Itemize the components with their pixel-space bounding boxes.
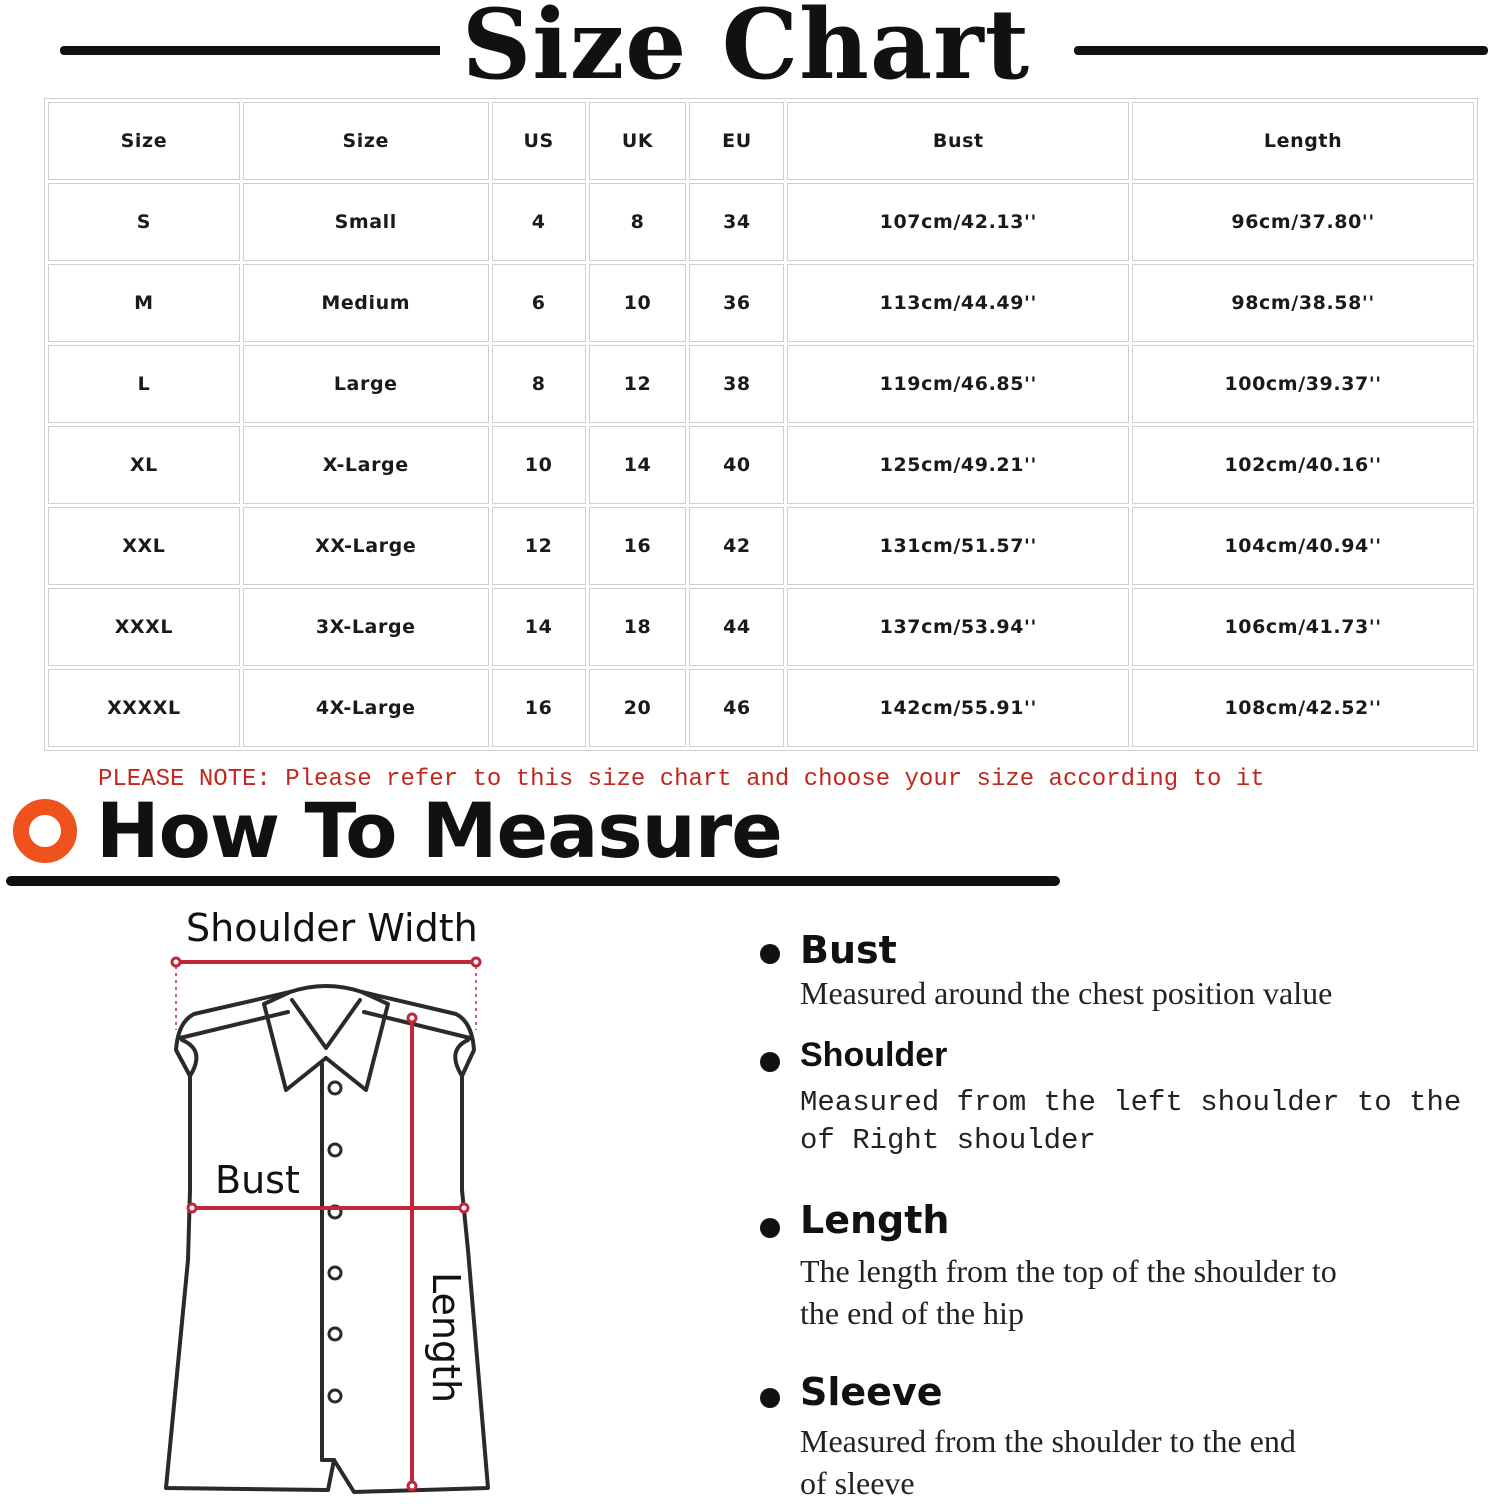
column-header: US: [492, 102, 586, 180]
measure-description: Measured from the shoulder to the end of sleeve: [800, 1423, 1296, 1501]
table-row: [48, 345, 1474, 423]
table-cell: L: [48, 345, 240, 423]
table-cell: 46: [689, 669, 784, 747]
table-cell: 137cm/53.94'': [787, 588, 1129, 666]
table-cell: 4: [492, 183, 586, 261]
measure-heading: Shoulder: [800, 1036, 948, 1074]
table-row: [48, 669, 1474, 747]
table-cell: 36: [689, 264, 784, 342]
table-cell: 106cm/41.73'': [1132, 588, 1474, 666]
size-table: [44, 98, 1478, 751]
table-cell: 113cm/44.49'': [787, 264, 1129, 342]
bullet-icon: [760, 1052, 780, 1072]
table-cell: S: [48, 183, 240, 261]
table-cell: 10: [492, 426, 586, 504]
table-cell: 108cm/42.52'': [1132, 669, 1474, 747]
bullet-icon: [760, 944, 780, 964]
table-cell: 96cm/37.80'': [1132, 183, 1474, 261]
table-cell: XL: [48, 426, 240, 504]
table-cell: Large: [243, 345, 489, 423]
table-cell: 4X-Large: [243, 669, 489, 747]
section-rule: [6, 876, 1060, 886]
measure-heading: Bust: [800, 928, 897, 972]
table-cell: 3X-Large: [243, 588, 489, 666]
table-cell: 18: [589, 588, 687, 666]
bullet-icon: [760, 1388, 780, 1408]
table-row: [48, 588, 1474, 666]
column-header: Length: [1132, 102, 1474, 180]
table-cell: 12: [492, 507, 586, 585]
table-cell: XXL: [48, 507, 240, 585]
table-header-row: [48, 102, 1474, 180]
table-cell: 104cm/40.94'': [1132, 507, 1474, 585]
table-cell: 119cm/46.85'': [787, 345, 1129, 423]
table-cell: 107cm/42.13'': [787, 183, 1129, 261]
shirt-icon: [150, 900, 510, 1500]
table-cell: 102cm/40.16'': [1132, 426, 1474, 504]
table-cell: 40: [689, 426, 784, 504]
table-cell: 44: [689, 588, 784, 666]
table-cell: 20: [589, 669, 687, 747]
table-row: [48, 264, 1474, 342]
table-cell: XX-Large: [243, 507, 489, 585]
page-title: Size Chart: [0, 0, 1492, 101]
table-cell: 14: [589, 426, 687, 504]
table-cell: Small: [243, 183, 489, 261]
size-chart-header: [0, 0, 1492, 101]
table-row: [48, 507, 1474, 585]
section-title: How To Measure: [96, 786, 782, 875]
table-cell: 6: [492, 264, 586, 342]
table-cell: 38: [689, 345, 784, 423]
table-cell: XXXXL: [48, 669, 240, 747]
table-cell: 142cm/55.91'': [787, 669, 1129, 747]
measure-description: Measured from the left shoulder to the of Right shoulder: [800, 1086, 1462, 1157]
column-header: UK: [589, 102, 687, 180]
measure-description: The length from the top of the shoulder to the end of the hip: [800, 1253, 1337, 1331]
table-row: [48, 426, 1474, 504]
table-cell: M: [48, 264, 240, 342]
garment-diagram: [150, 900, 510, 1500]
table-cell: XXXL: [48, 588, 240, 666]
table-cell: 131cm/51.57'': [787, 507, 1129, 585]
table-cell: 8: [492, 345, 586, 423]
length-label: Length: [424, 1272, 468, 1404]
table-cell: 16: [492, 669, 586, 747]
table-cell: 100cm/39.37'': [1132, 345, 1474, 423]
column-header: EU: [689, 102, 784, 180]
table-cell: 125cm/49.21'': [787, 426, 1129, 504]
table-row: [48, 183, 1474, 261]
bust-label: Bust: [215, 1158, 300, 1202]
table-cell: 98cm/38.58'': [1132, 264, 1474, 342]
table-cell: 42: [689, 507, 784, 585]
bullet-icon: [760, 1218, 780, 1238]
column-header: Size: [243, 102, 489, 180]
table-cell: 8: [589, 183, 687, 261]
table-cell: X-Large: [243, 426, 489, 504]
shoulder-width-label: Shoulder Width: [186, 906, 478, 950]
table-cell: 16: [589, 507, 687, 585]
column-header: Size: [48, 102, 240, 180]
table-cell: Medium: [243, 264, 489, 342]
table-cell: 14: [492, 588, 586, 666]
how-to-measure-header: [0, 786, 1070, 892]
table-cell: 10: [589, 264, 687, 342]
column-header: Bust: [787, 102, 1129, 180]
measure-description: Measured around the chest position value: [800, 975, 1333, 1011]
ring-icon: [12, 798, 78, 864]
measure-heading: Length: [800, 1198, 950, 1242]
size-note: PLEASE NOTE: Please refer to this size chart and choose your size according to it: [98, 766, 1265, 793]
table-cell: 12: [589, 345, 687, 423]
table-cell: 34: [689, 183, 784, 261]
measure-heading: Sleeve: [800, 1370, 943, 1414]
